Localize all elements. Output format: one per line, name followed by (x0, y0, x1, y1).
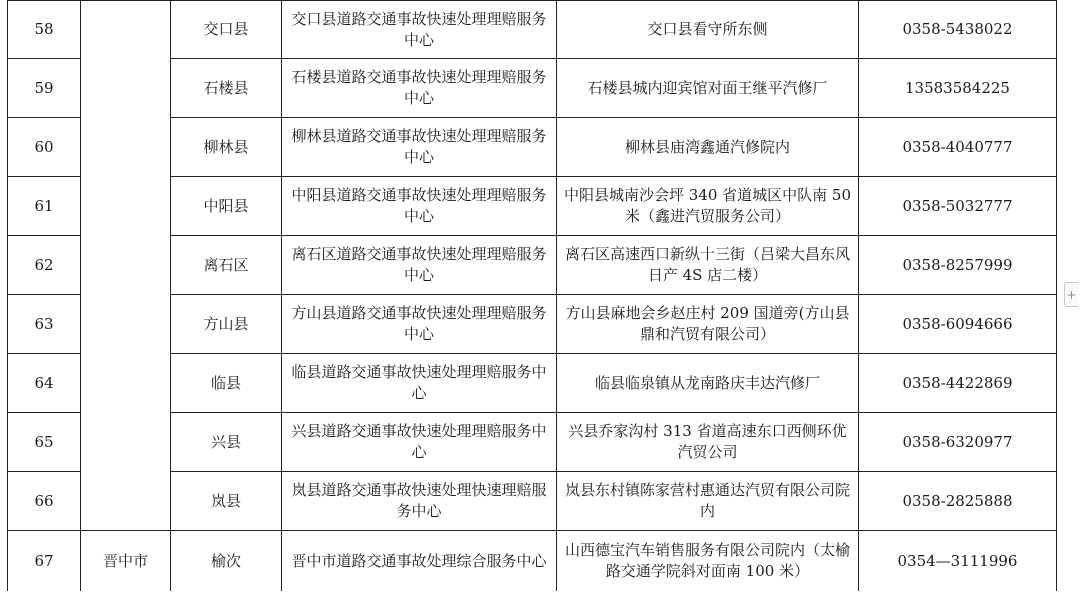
table-row (8, 1, 1057, 59)
row-number: 66 (8, 472, 81, 531)
center-name-cell: 岚县道路交通事故快速处理快速理赔服务中心 (282, 472, 557, 531)
address-cell: 方山县麻地会乡赵庄村 209 国道旁(方山县鼎和汽贸有限公司） (557, 295, 859, 354)
phone-cell: 0358-4040777 (859, 118, 1057, 177)
phone-cell: 0358-5032777 (859, 177, 1057, 236)
address-cell: 离石区高速西口新纵十三街（吕梁大昌东风日产 4S 店二楼） (557, 236, 859, 295)
phone-cell: 0354—3111996 (859, 531, 1057, 592)
county-cell: 离石区 (171, 236, 282, 295)
address-cell: 岚县东村镇陈家营村惠通达汽贸有限公司院内 (557, 472, 859, 531)
city-cell: 晋中市 (81, 531, 171, 592)
page-edge (0, 591, 1080, 597)
center-name-cell: 晋中市道路交通事故处理综合服务中心 (282, 531, 557, 592)
row-number: 67 (8, 531, 81, 592)
row-number: 64 (8, 354, 81, 413)
row-number: 59 (8, 59, 81, 118)
row-number: 58 (8, 1, 81, 59)
center-name-cell: 离石区道路交通事故快速处理理赔服务中心 (282, 236, 557, 295)
address-cell: 山西德宝汽车销售服务有限公司院内（太榆路交通学院斜对面南 100 米） (557, 531, 859, 592)
county-cell: 临县 (171, 354, 282, 413)
county-cell: 岚县 (171, 472, 282, 531)
county-cell: 柳林县 (171, 118, 282, 177)
phone-cell: 0358-6094666 (859, 295, 1057, 354)
county-cell: 榆次 (171, 531, 282, 592)
center-name-cell: 石楼县道路交通事故快速处理理赔服务中心 (282, 59, 557, 118)
row-number: 62 (8, 236, 81, 295)
address-cell: 中阳县城南沙会坪 340 省道城区中队南 50 米（鑫进汽贸服务公司） (557, 177, 859, 236)
center-name-cell: 临县道路交通事故快速处理理赔服务中心 (282, 354, 557, 413)
county-cell: 兴县 (171, 413, 282, 472)
phone-cell: 0358-2825888 (859, 472, 1057, 531)
row-number: 60 (8, 118, 81, 177)
center-name-cell: 交口县道路交通事故快速处理理赔服务中心 (282, 1, 557, 59)
service-center-table (7, 0, 1057, 592)
center-name-cell: 柳林县道路交通事故快速处理理赔服务中心 (282, 118, 557, 177)
county-cell: 交口县 (171, 1, 282, 59)
phone-cell: 0358-4422869 (859, 354, 1057, 413)
center-name-cell: 中阳县道路交通事故快速处理理赔服务中心 (282, 177, 557, 236)
table-row (8, 531, 1057, 592)
phone-cell: 0358-6320977 (859, 413, 1057, 472)
phone-cell: 13583584225 (859, 59, 1057, 118)
county-cell: 中阳县 (171, 177, 282, 236)
county-cell: 方山县 (171, 295, 282, 354)
plus-icon: + (1066, 288, 1077, 302)
center-name-cell: 兴县道路交通事故快速处理理赔服务中心 (282, 413, 557, 472)
row-number: 61 (8, 177, 81, 236)
address-cell: 柳林县庙湾鑫通汽修院内 (557, 118, 859, 177)
expand-side-panel-button[interactable] (1064, 282, 1078, 307)
address-cell: 兴县乔家沟村 313 省道高速东口西侧环优汽贸公司 (557, 413, 859, 472)
row-number: 63 (8, 295, 81, 354)
center-name-cell: 方山县道路交通事故快速处理理赔服务中心 (282, 295, 557, 354)
phone-cell: 0358-8257999 (859, 236, 1057, 295)
phone-cell: 0358-5438022 (859, 1, 1057, 59)
row-number: 65 (8, 413, 81, 472)
county-cell: 石楼县 (171, 59, 282, 118)
address-cell: 石楼县城内迎宾馆对面王继平汽修厂 (557, 59, 859, 118)
city-cell (81, 1, 171, 531)
address-cell: 交口县看守所东侧 (557, 1, 859, 59)
address-cell: 临县临泉镇从龙南路庆丰达汽修厂 (557, 354, 859, 413)
